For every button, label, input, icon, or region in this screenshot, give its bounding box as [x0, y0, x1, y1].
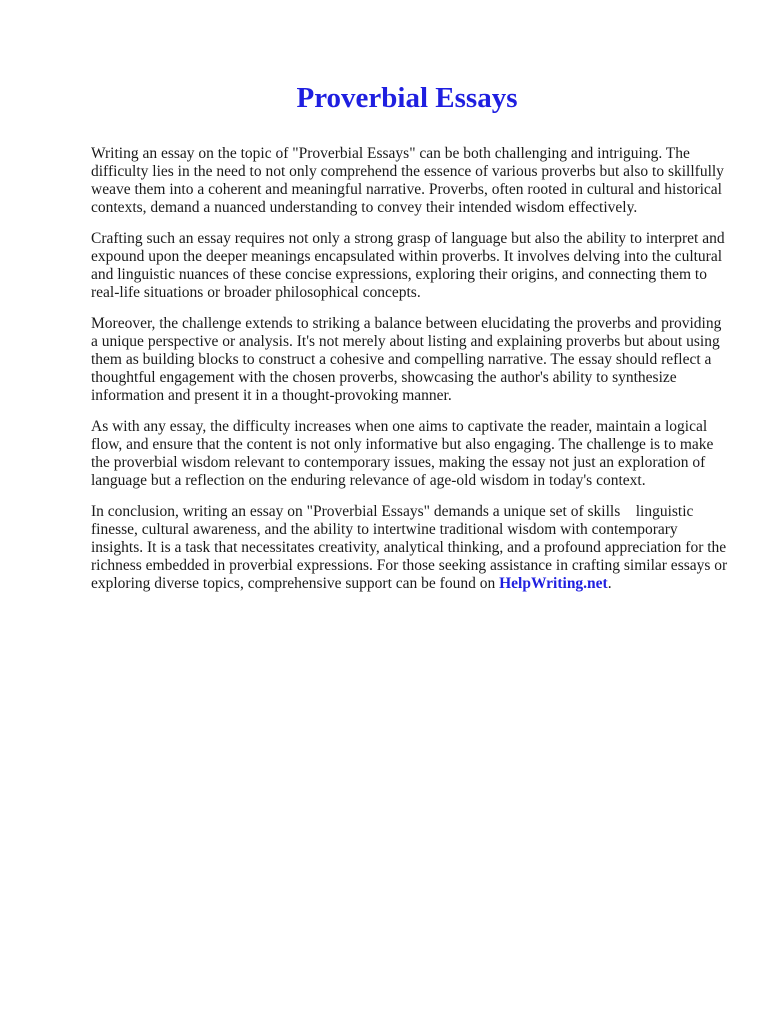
paragraph-3: Moreover, the challenge extends to striking a balance between elucidating the proverbs and providing a unique perspective or analysis. It's not merely about listing and explaining proverbs but about using them as building blocks to construct a cohesive and compelling narrative. The essay should reflect a thoughtful engagement with the chosen proverbs, showcasing the author's ability to synthesize information and present it in a thought-provoking manner. [91, 315, 722, 404]
helpwriting-link[interactable]: HelpWriting.net [499, 575, 608, 592]
document-body [91, 145, 731, 606]
conclusion-text: In conclusion, writing an essay on "Proverbial Essays" demands a unique set of skills linguistic finesse, cultural awareness, and the ability to intertwine traditional wisdom with contemporary insights. It is a task that necessitates creativity, analytical thinking, and a profound appreciation for the richness embedded in proverbial expressions. For those seeking assistance in crafting similar essays or exploring diverse topics, comprehensive support can be found on [91, 503, 732, 592]
paragraph-1: Writing an essay on the topic of "Proverbial Essays" can be both challenging and intriguing. The difficulty lies in the need to not only comprehend the essence of various proverbs but also to skillfully weave them into a coherent and meaningful narrative. Proverbs, often rooted in cultural and historical contexts, demand a nuanced understanding to convey their intended wisdom effectively. [91, 145, 724, 216]
conclusion-trailing: . [607, 575, 612, 592]
page-title: Proverbial Essays [296, 82, 518, 114]
paragraph-4: As with any essay, the difficulty increases when one aims to captivate the reader, maintain a logical flow, and ensure that the content is not only informative but also engaging. The challenge is to make the proverbial wisdom relevant to contemporary issues, making the essay not just an exploration of language but a reflection on the enduring relevance of age-old wisdom in today's context. [91, 418, 714, 489]
paragraph-2: Crafting such an essay requires not only a strong grasp of language but also the ability to interpret and expound upon the deeper meanings encapsulated within proverbs. It involves delving into the cultural and linguistic nuances of these concise expressions, exploring their origins, and connecting them to real-life situations or broader philosophical concepts. [91, 230, 725, 301]
conclusion-paragraph [91, 503, 731, 593]
